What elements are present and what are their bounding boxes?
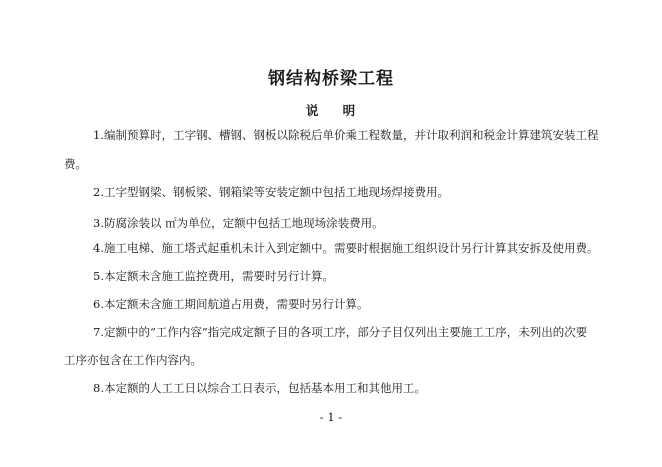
- paragraph-5: 5.本定额未含施工监控费用，需要时另行计算。: [93, 269, 334, 283]
- paragraph-4: 4.施工电梯、施工塔式起重机未计入到定额中。需要时根据施工组织设计另行计算其安拆及使用费。: [93, 241, 599, 255]
- paragraph-6: 6.本定额未含施工期间航道占用费，需要时另行计算。: [93, 297, 369, 311]
- paragraph-1-line-1: 1.编制预算时，工字钢、槽钢、钢板以除税后单价乘工程数量，并计取利润和税金计算建筑安装工程: [93, 128, 599, 142]
- page-number: - 1 -: [319, 410, 343, 424]
- paragraph-7-line-1: 7.定额中的“工作内容”指完成定额子目的各项工序，部分子目仅列出主要施工工序，未列出的次要: [93, 325, 588, 339]
- section-heading: 说 明: [305, 103, 357, 118]
- paragraph-7-line-2: 工序亦包含在工作内容内。: [64, 353, 202, 367]
- paragraph-2: 2.工字型钢梁、钢板梁、钢箱梁等安装定额中包括工地现场焊接费用。: [93, 185, 449, 199]
- paragraph-1-line-2: 费。: [64, 157, 87, 171]
- paragraph-3-text-after: 为单位，定额中包括工地现场涂装费用。: [176, 216, 384, 230]
- page-title: 钢结构桥梁工程: [268, 69, 394, 89]
- paragraph-8: 8.本定额的人工工日以综合工日表示，包括基本用工和其他用工。: [93, 381, 426, 395]
- paragraph-3: [64, 213, 653, 231]
- paragraph-3-text-before: 3.防腐涂装以 ㎡: [93, 216, 177, 230]
